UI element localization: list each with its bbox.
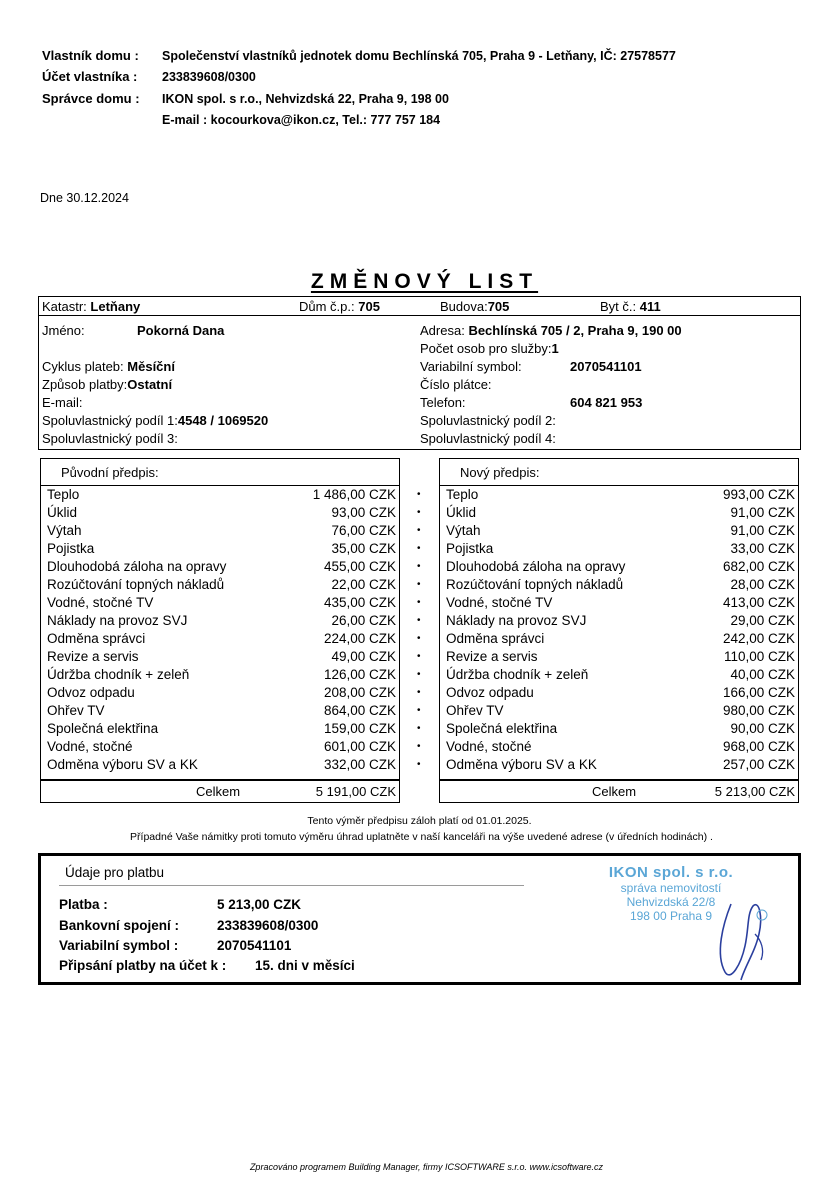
new-item-name: Vodné, stočné TV [446, 595, 553, 610]
bank-value: 233839608/0300 [217, 918, 319, 933]
old-item-row [47, 702, 396, 720]
zpusob-value: Ostatní [127, 377, 173, 392]
old-item-name: Ohřev TV [47, 703, 105, 718]
new-item-name: Ohřev TV [446, 703, 504, 718]
bank-label: Bankovní spojení : [59, 918, 180, 933]
old-item-amount: 435,00 CZK [323, 595, 396, 610]
payment-heading: Údaje pro platbu [65, 865, 165, 880]
zpusob-field [42, 377, 172, 392]
old-item-row [47, 540, 396, 558]
owner-label: Vlastník domu : [42, 48, 139, 63]
new-item-row [446, 648, 795, 666]
new-item-name: Odměna správci [446, 631, 545, 646]
dum-label: Dům č.p.: [299, 299, 355, 314]
katastr-field [42, 299, 140, 314]
old-item-name: Náklady na provoz SVJ [47, 613, 188, 628]
old-item-row [47, 648, 396, 666]
payment-box [38, 853, 801, 985]
katastr-label: Katastr: [42, 299, 87, 314]
old-item-row [47, 576, 396, 594]
podil3-label: Spoluvlastnický podíl 3: [42, 431, 178, 446]
email-label: E-mail: [42, 395, 83, 410]
change-marker: • [417, 489, 421, 500]
old-item-amount: 93,00 CZK [331, 505, 396, 520]
byt-value: 411 [639, 299, 661, 314]
new-item-row [446, 522, 795, 540]
old-item-name: Vodné, stočné [47, 739, 133, 754]
vs-label: Variabilní symbol: [420, 359, 522, 374]
change-marker: • [417, 723, 421, 734]
old-item-row [47, 594, 396, 612]
new-item-row [446, 504, 795, 522]
old-item-amount: 35,00 CZK [331, 541, 396, 556]
old-item-name: Dlouhodobá záloha na opravy [47, 559, 227, 574]
pripsani-value: 15. dni v měsíci [255, 958, 355, 973]
new-item-name: Společná elektřina [446, 721, 558, 736]
payment-vs-value: 2070541101 [217, 938, 292, 953]
podil2-label: Spoluvlastnický podíl 2: [420, 413, 556, 428]
telefon-value: 604 821 953 [570, 395, 643, 410]
new-item-amount: 413,00 CZK [722, 595, 795, 610]
contact-line: E-mail : kocourkova@ikon.cz, Tel.: 777 757 184 [162, 113, 441, 127]
new-item-amount: 980,00 CZK [722, 703, 795, 718]
change-marker: • [417, 705, 421, 716]
budova-label: Budova: [440, 299, 488, 314]
change-marker: • [417, 759, 421, 770]
new-heading-box [439, 458, 799, 486]
new-item-row [446, 630, 795, 648]
new-total-box [439, 780, 799, 803]
new-total-value: 5 213,00 CZK [714, 784, 795, 799]
new-item-row [446, 576, 795, 594]
byt-label: Byt č.: [600, 299, 637, 314]
adresa-value: Bechlínská 705 / 2, Praha 9, 190 00 [468, 323, 682, 338]
old-item-row [47, 558, 396, 576]
owner-value: Společenství vlastníků jednotek domu Bechlínská 705, Praha 9 - Letňany, IČ: 27578577 [162, 49, 676, 63]
old-item-row [47, 522, 396, 540]
new-item-name: Odvoz odpadu [446, 685, 534, 700]
new-item-row [446, 666, 795, 684]
old-item-amount: 1 486,00 CZK [312, 487, 396, 502]
old-items-box [40, 486, 400, 780]
budova-field [440, 299, 509, 314]
old-item-name: Úklid [47, 505, 78, 520]
change-marker: • [417, 507, 421, 518]
old-item-amount: 332,00 CZK [323, 757, 396, 772]
payment-vs-label: Variabilní symbol : [59, 938, 179, 953]
new-item-row [446, 720, 795, 738]
account-label: Účet vlastníka : [42, 69, 138, 84]
change-marker: • [417, 669, 421, 680]
stamp-line3: Nehvizdská 22/8 [626, 895, 716, 909]
podil4-label: Spoluvlastnický podíl 4: [420, 431, 556, 446]
old-item-amount: 224,00 CZK [323, 631, 396, 646]
change-marker: • [417, 561, 421, 572]
objection-note: Případné Vaše námitky proti tomuto výměru úhrad uplatněte v naší kanceláři na výše uvedené adrese (v úředních hodinách) . [130, 831, 713, 843]
new-item-name: Dlouhodobá záloha na opravy [446, 559, 626, 574]
dum-field [299, 299, 380, 314]
new-item-amount: 242,00 CZK [722, 631, 795, 646]
signature-icon [701, 894, 781, 984]
new-item-amount: 29,00 CZK [730, 613, 795, 628]
new-heading: Nový předpis: [460, 465, 540, 480]
stamp-company: IKON spol. s r.o. [608, 864, 734, 881]
old-item-row [47, 612, 396, 630]
change-marker: • [417, 687, 421, 698]
new-item-amount: 257,00 CZK [722, 757, 795, 772]
old-item-row [47, 666, 396, 684]
change-marker: • [417, 543, 421, 554]
new-item-name: Revize a servis [446, 649, 538, 664]
old-item-amount: 864,00 CZK [323, 703, 396, 718]
info-divider [39, 315, 800, 316]
old-item-row [47, 720, 396, 738]
account-value: 233839608/0300 [162, 70, 256, 84]
new-item-amount: 968,00 CZK [722, 739, 795, 754]
new-item-amount: 33,00 CZK [730, 541, 795, 556]
new-item-amount: 91,00 CZK [730, 505, 795, 520]
old-heading-box [40, 458, 400, 486]
new-item-amount: 993,00 CZK [722, 487, 795, 502]
old-item-name: Odvoz odpadu [47, 685, 135, 700]
stamp-line2: správa nemovitostí [620, 881, 722, 895]
new-items-box [439, 486, 799, 780]
osob-value: 1 [551, 341, 559, 356]
change-marker: • [417, 633, 421, 644]
adresa-field [420, 323, 682, 338]
jmeno-label: Jméno: [42, 323, 85, 338]
new-item-row [446, 756, 795, 774]
new-item-row [446, 612, 795, 630]
old-item-row [47, 738, 396, 756]
old-item-row [47, 486, 396, 504]
platba-label: Platba : [59, 897, 108, 912]
new-item-amount: 166,00 CZK [722, 685, 795, 700]
old-item-amount: 455,00 CZK [323, 559, 396, 574]
old-item-name: Společná elektřina [47, 721, 159, 736]
old-item-amount: 208,00 CZK [323, 685, 396, 700]
old-item-name: Teplo [47, 487, 80, 502]
new-item-amount: 28,00 CZK [730, 577, 795, 592]
old-item-name: Rozúčtování topných nákladů [47, 577, 225, 592]
old-item-row [47, 756, 396, 774]
old-total-value: 5 191,00 CZK [315, 784, 396, 799]
manager-value: IKON spol. s r.o., Nehvizdská 22, Praha 9, 198 00 [162, 92, 449, 106]
new-item-name: Rozúčtování topných nákladů [446, 577, 624, 592]
new-item-name: Úklid [446, 505, 477, 520]
old-total-box [40, 780, 400, 803]
new-item-name: Výtah [446, 523, 481, 538]
change-marker: • [417, 615, 421, 626]
new-item-row [446, 738, 795, 756]
old-total-label: Celkem [196, 784, 241, 799]
old-item-name: Revize a servis [47, 649, 139, 664]
new-item-row [446, 594, 795, 612]
new-item-name: Pojistka [446, 541, 494, 556]
old-item-row [47, 684, 396, 702]
new-item-row [446, 702, 795, 720]
new-item-name: Teplo [446, 487, 479, 502]
podil1-field [42, 413, 268, 428]
new-item-name: Odměna výboru SV a KK [446, 757, 597, 772]
pripsani-label: Připsání platby na účet k : [59, 958, 227, 973]
old-item-name: Údržba chodník + zeleň [47, 667, 190, 682]
old-item-amount: 49,00 CZK [331, 649, 396, 664]
old-heading: Původní předpis: [61, 465, 159, 480]
old-item-name: Odměna výboru SV a KK [47, 757, 198, 772]
footer-credit: Zpracováno programem Building Manager, firmy ICSOFTWARE s.r.o. www.icsoftware.cz [249, 1162, 604, 1172]
new-item-amount: 90,00 CZK [730, 721, 795, 736]
dum-value: 705 [358, 299, 380, 314]
podil1-label: Spoluvlastnický podíl 1: [42, 413, 178, 428]
new-item-amount: 110,00 CZK [723, 649, 795, 664]
old-item-amount: 26,00 CZK [331, 613, 396, 628]
zpusob-label: Způsob platby: [42, 377, 128, 392]
old-item-name: Odměna správci [47, 631, 146, 646]
new-item-row [446, 486, 795, 504]
old-item-amount: 126,00 CZK [323, 667, 396, 682]
validity-note: Tento výměr předpisu záloh platí od 01.01.2025. [307, 815, 532, 827]
katastr-value: Letňany [90, 299, 141, 314]
new-item-amount: 40,00 CZK [730, 667, 795, 682]
old-item-amount: 22,00 CZK [331, 577, 396, 592]
cyklus-value: Měsíční [127, 359, 175, 374]
jmeno-value: Pokorná Dana [137, 323, 225, 338]
change-marker: • [417, 651, 421, 662]
old-item-amount: 76,00 CZK [331, 523, 396, 538]
manager-label: Správce domu : [42, 91, 140, 106]
page-title: ZMĚNOVÝ LIST [310, 270, 539, 293]
new-total-label: Celkem [592, 784, 637, 799]
stamp-line4: 198 00 Praha 9 [629, 909, 713, 923]
change-marker: • [417, 741, 421, 752]
old-item-amount: 159,00 CZK [323, 721, 396, 736]
document-date: Dne 30.12.2024 [40, 191, 129, 205]
platba-value: 5 213,00 CZK [217, 897, 302, 912]
change-marker: • [417, 597, 421, 608]
new-item-row [446, 540, 795, 558]
byt-field [600, 299, 661, 314]
new-item-amount: 91,00 CZK [730, 523, 795, 538]
cyklus-label: Cyklus plateb: [42, 359, 124, 374]
new-item-amount: 682,00 CZK [722, 559, 795, 574]
new-item-name: Údržba chodník + zeleň [446, 667, 589, 682]
osob-label: Počet osob pro služby: [420, 341, 552, 356]
new-item-name: Vodné, stočné [446, 739, 532, 754]
new-item-name: Náklady na provoz SVJ [446, 613, 587, 628]
podil1-value: 4548 / 1069520 [177, 413, 269, 428]
budova-value: 705 [487, 299, 510, 314]
payment-heading-line [59, 885, 524, 886]
old-item-name: Pojistka [47, 541, 95, 556]
change-marker: • [417, 525, 421, 536]
change-marker: • [417, 579, 421, 590]
vs-value: 2070541101 [570, 359, 642, 374]
cislo-platce-label: Číslo plátce: [420, 377, 492, 392]
info-box [38, 296, 801, 450]
adresa-label: Adresa: [420, 323, 465, 338]
osob-field [420, 341, 559, 356]
telefon-label: Telefon: [420, 395, 466, 410]
old-item-name: Vodné, stočné TV [47, 595, 154, 610]
old-item-name: Výtah [47, 523, 82, 538]
new-item-row [446, 558, 795, 576]
cyklus-field [42, 359, 175, 374]
old-item-row [47, 630, 396, 648]
old-item-amount: 601,00 CZK [323, 739, 396, 754]
old-item-row [47, 504, 396, 522]
new-item-row [446, 684, 795, 702]
